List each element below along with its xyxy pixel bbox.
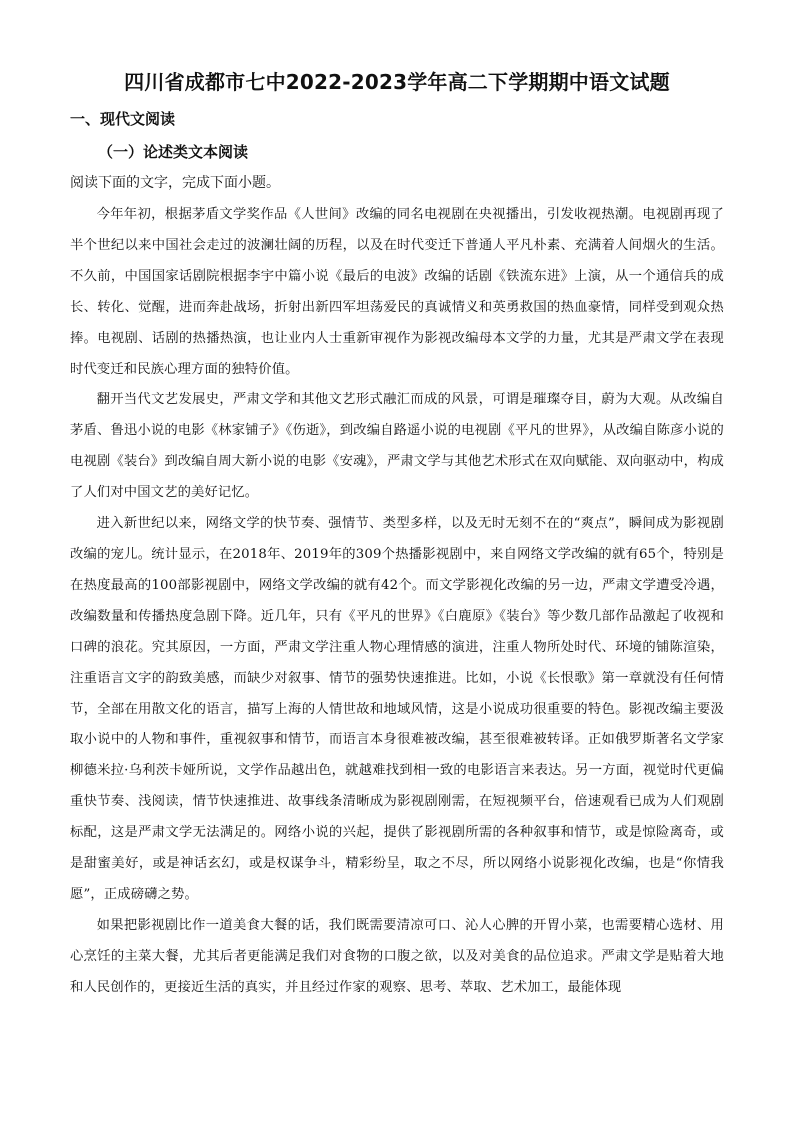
- reading-passage: [70, 200, 724, 1004]
- instruction-text: 阅读下面的文字，完成下面小题。: [70, 175, 280, 191]
- paragraph-1: 今年年初，根据茅盾文学奖作品《人世间》改编的同名电视剧在央视播出，引发收视热潮。电视剧再现了半个世纪以来中国社会走过的波澜壮阔的历程，以及在时代变迁下普通人平凡朴素、充满着人间烟火的生活。不久前，中国国家话剧院根据李宇中篇小说《最后的电波》改编的话剧《铁流东进》上演，从一个通信兵的成长、转化、觉醒，进而奔赴战场，折射出新四军坦荡爱民的真诚情义和英勇救国的热血豪情，同样受到观众热捧。电视剧、话剧的热播热演，也让业内人士重新审视作为影视改编母本文学的力量，尤其是严肃文学在表现时代变迁和民族心理方面的独特价值。: [70, 207, 724, 377]
- section-heading: 一、现代文阅读: [70, 110, 176, 128]
- paragraph-2: 翻开当代文艺发展史，严肃文学和其他文艺形式融汇而成的风景，可谓是璀璨夺目，蔚为大观。从改编自茅盾、鲁迅小说的电影《林家铺子》《伤逝》，到改编自路遥小说的电视剧《平凡的世界》，从改编自陈彦小说的电视剧《装台》到改编自周大新小说的电影《安魂》，严肃文学与其他艺术形式在双向赋能、双向驱动中，构成了人们对中国文艺的美好记忆。: [70, 392, 724, 501]
- sub-heading: （一）论述类文本阅读: [98, 143, 249, 161]
- paragraph-3: 进入新世纪以来，网络文学的快节奏、强情节、类型多样，以及无时无刻不在的“爽点”，瞬间成为影视剧改编的宠儿。统计显示，在2018年、2019年的309个热播影视剧中，来自网络文学改编的就有65个，特别是在热度最高的100部影视剧中，网络文学改编的就有42个。而文学影视化改编的另一边，严肃文学遭受冷遇，改编数量和传播热度急剧下降。近几年，只有《平凡的世界》《白鹿原》《装台》等少数几部作品激起了收视和口碑的浪花。究其原因，一方面，严肃文学注重人物心理情感的演进，注重人物所处时代、环境的铺陈渲染，注重语言文字的韵致美感，而缺少对叙事、情节的强势快速推进。比如，小说《长恨歌》第一章就没有任何情节，全部在用散文化的语言，描写上海的人情世故和地域风情，这是小说成功很重要的特色。影视改编主要汲取小说中的人物和事件，重视叙事和情节，而语言本身很难被改编，甚至很难被转译。正如俄罗斯著名文学家柳德米拉·乌利茨卡娅所说，文学作品越出色，就越难找到相一致的电影语言来表达。另一方面，视觉时代更偏重快节奏、浅阅读，情节快速推进、故事线条清晰成为影视剧刚需，在短视频平台，倍速观看已成为人们观剧标配，这是严肃文学无法满足的。网络小说的兴起，提供了影视剧所需的各种叙事和情节，或是惊险离奇，或是甜蜜美好，或是神话玄幻，或是权谋争斗，精彩纷呈，取之不尽，所以网络小说影视化改编，也是“你情我愿”，正成磅礴之势。: [70, 516, 724, 902]
- paragraph-4: 如果把影视剧比作一道美食大餐的话，我们既需要清凉可口、沁人心脾的开胃小菜，也需要精心选材、用心烹饪的主菜大餐，尤其后者更能满足我们对食物的口腹之欲，以及对美食的品位追求。严肃文学是贴着大地和人民创作的，更接近生活的真实，并且经过作家的观察、思考、萃取、艺术加工，最能体现: [70, 917, 724, 995]
- page-title: 四川省成都市七中2022-2023学年高二下学期期中语文试题: [124, 70, 670, 94]
